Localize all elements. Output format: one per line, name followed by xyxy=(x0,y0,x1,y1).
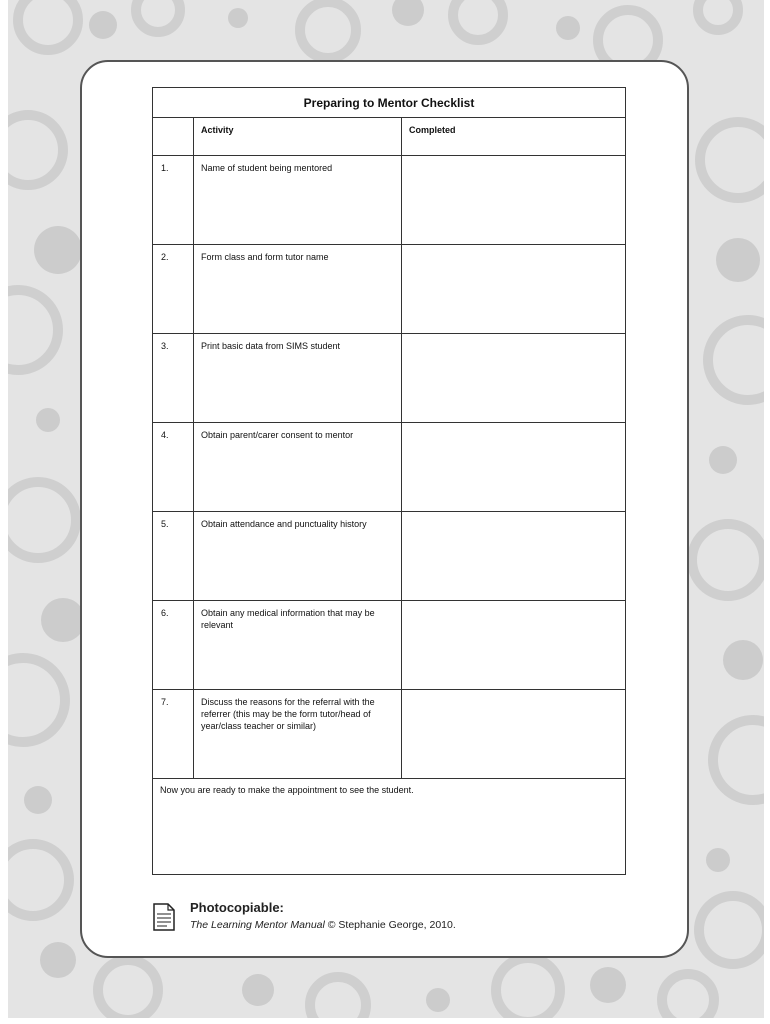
table-row xyxy=(153,156,626,245)
book-title: The Learning Mentor Manual xyxy=(190,919,325,931)
table-row xyxy=(153,245,626,334)
row-number: 2. xyxy=(153,245,194,334)
copyright-credit xyxy=(190,919,456,931)
credit-text: © Stephanie George, 2010. xyxy=(324,919,456,931)
row-completed[interactable] xyxy=(402,690,626,779)
footer-note: Now you are ready to make the appointment to see the student. xyxy=(153,779,626,875)
row-activity: Obtain parent/carer consent to mentor xyxy=(194,423,402,512)
document-icon xyxy=(152,902,176,932)
row-completed[interactable] xyxy=(402,156,626,245)
row-completed[interactable] xyxy=(402,245,626,334)
header-number xyxy=(153,118,194,156)
row-activity: Obtain attendance and punctuality history xyxy=(194,512,402,601)
row-activity: Print basic data from SIMS student xyxy=(194,334,402,423)
checklist-title: Preparing to Mentor Checklist xyxy=(153,88,626,118)
row-number: 3. xyxy=(153,334,194,423)
mentor-checklist-table xyxy=(152,87,626,875)
row-completed[interactable] xyxy=(402,512,626,601)
table-row xyxy=(153,334,626,423)
table-row xyxy=(153,690,626,779)
photocopiable-notice xyxy=(152,898,532,938)
table-header-row xyxy=(153,118,626,156)
row-number: 6. xyxy=(153,601,194,690)
row-activity: Name of student being mentored xyxy=(194,156,402,245)
row-number: 7. xyxy=(153,690,194,779)
row-completed[interactable] xyxy=(402,601,626,690)
header-completed: Completed xyxy=(402,118,626,156)
row-activity: Discuss the reasons for the referral with the referrer (this may be the form tutor/head of year/class teacher or similar) xyxy=(194,690,402,779)
table-title-row xyxy=(153,88,626,118)
table-row xyxy=(153,512,626,601)
row-completed[interactable] xyxy=(402,423,626,512)
photocopiable-label: Photocopiable: xyxy=(190,900,284,915)
table-row xyxy=(153,423,626,512)
table-footer-row xyxy=(153,779,626,875)
header-activity: Activity xyxy=(194,118,402,156)
table-row xyxy=(153,601,626,690)
row-activity: Form class and form tutor name xyxy=(194,245,402,334)
row-number: 1. xyxy=(153,156,194,245)
row-number: 4. xyxy=(153,423,194,512)
row-number: 5. xyxy=(153,512,194,601)
row-completed[interactable] xyxy=(402,334,626,423)
row-activity: Obtain any medical information that may be relevant xyxy=(194,601,402,690)
